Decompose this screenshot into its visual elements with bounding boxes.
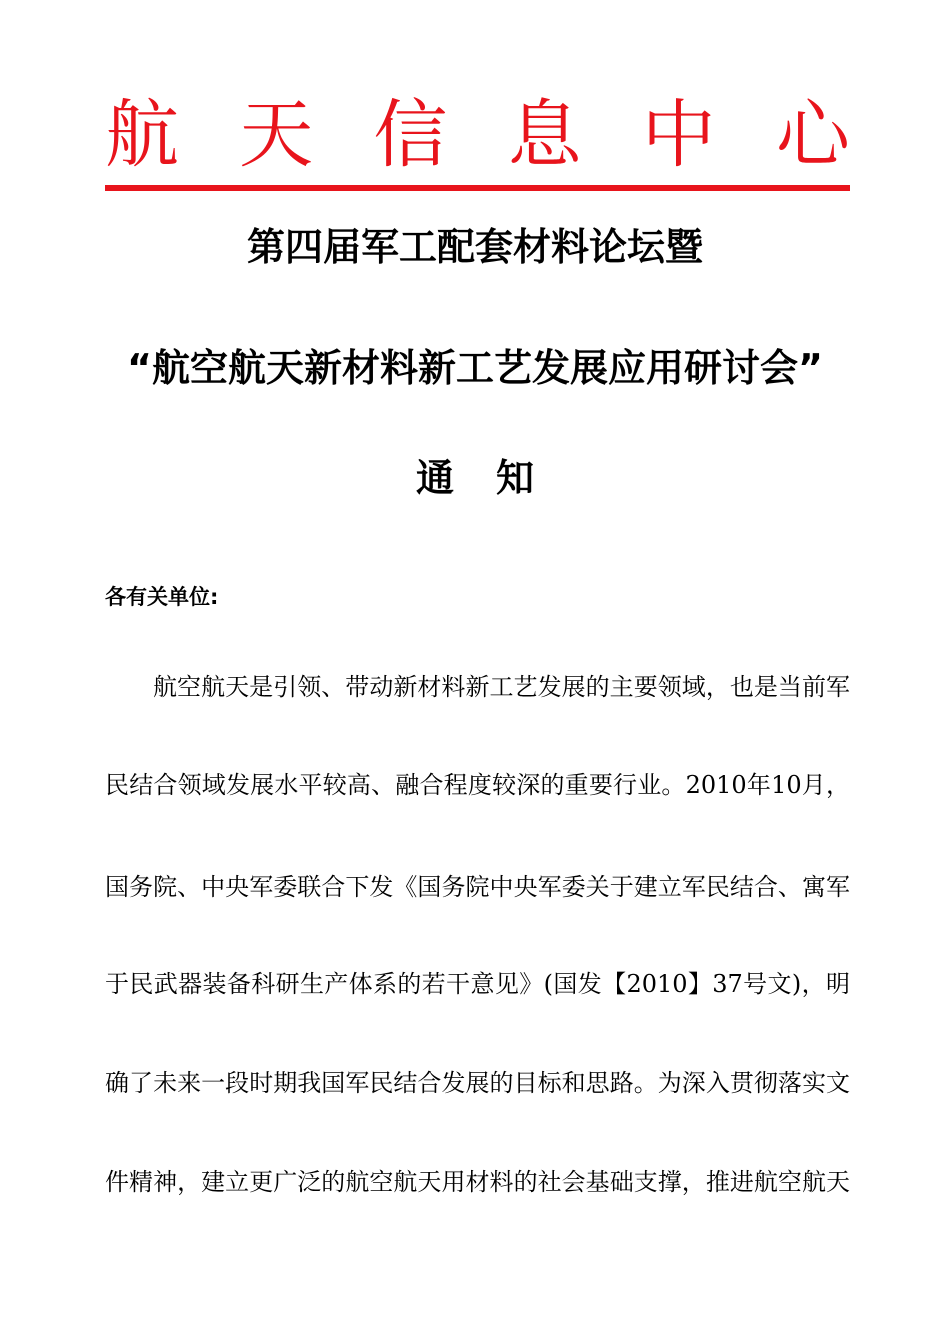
body-line: 于民武器装备科研生产体系的若干意见》(国发【2010】37号文)，明 xyxy=(105,970,850,998)
body-line: 国务院、中央军委联合下发《国务院中央军委关于建立军民结合、寓军 xyxy=(105,873,850,901)
notice-heading-char: 知 xyxy=(496,456,535,500)
document-title-line-1: 第四届军工配套材料论坛暨 xyxy=(246,225,703,269)
masthead-char: 航 xyxy=(105,92,179,178)
masthead-char: 息 xyxy=(507,92,582,178)
body-line: 确了未来一段时期我国军民结合发展的目标和思路。为深入贯彻落实文 xyxy=(105,1069,850,1097)
masthead-char: 信 xyxy=(373,92,448,178)
masthead-char: 心 xyxy=(775,92,850,178)
notice-heading-char: 通 xyxy=(415,456,454,500)
masthead-divider xyxy=(105,185,850,191)
masthead-char: 中 xyxy=(641,92,716,178)
masthead-char: 天 xyxy=(239,92,314,178)
body-line: 民结合领域发展水平较高、融合程度较深的重要行业。2010年10月， xyxy=(105,771,850,799)
body-line: 件精神，建立更广泛的航空航天用材料的社会基础支撑，推进航空航天 xyxy=(105,1168,850,1196)
notice-heading xyxy=(0,453,950,503)
body-line: 航空航天是引领、带动新材料新工艺发展的主要领域，也是当前军 xyxy=(153,673,850,701)
document-title-line-2: “航空航天新材料新工艺发展应用研讨会” xyxy=(127,346,823,390)
masthead-title xyxy=(105,92,850,178)
salutation: 各有关单位: xyxy=(105,585,219,609)
